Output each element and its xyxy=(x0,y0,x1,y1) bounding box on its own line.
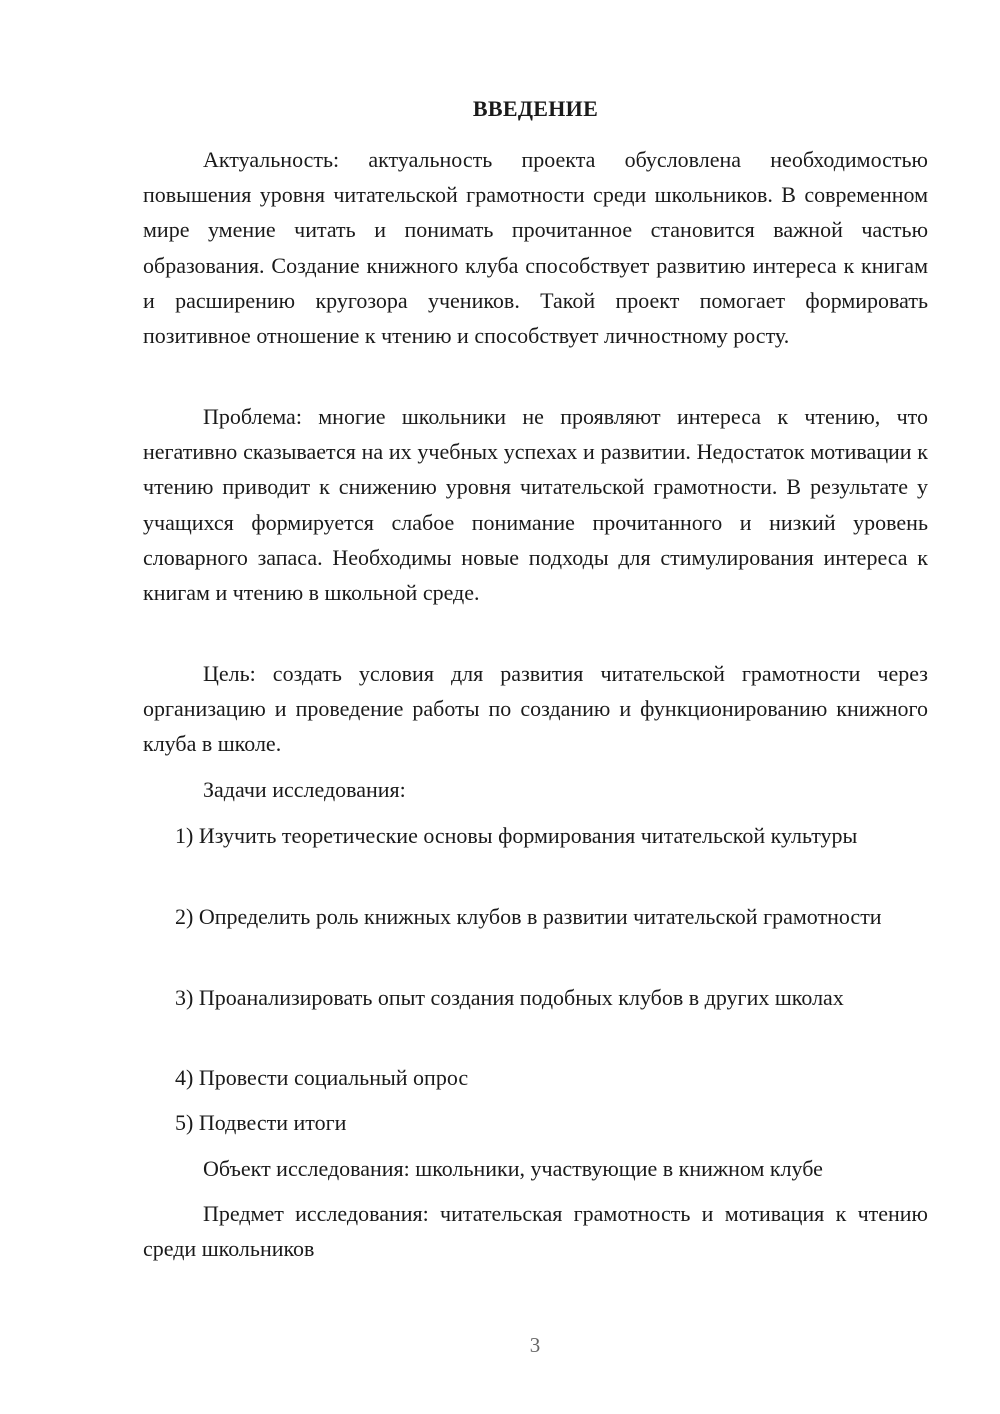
task-item: 3) Проанализировать опыт создания подобных клубов в других школах xyxy=(175,985,844,1010)
goal-paragraph: Цель: создать условия для развития читательской грамотности через организацию и проведение работы по созданию и функционированию книжного клуба в школе. xyxy=(143,661,928,757)
task-item: 4) Провести социальный опрос xyxy=(175,1065,469,1090)
actuality-paragraph: Актуальность: актуальность проекта обусловлена необходимостью повышения уровня читательской грамотности среди школьников. В современном мире умение читать и понимать прочитанное становится важной частью образования. Создание книжного клуба способствует развитию интереса к книгам и расширению кругозора учеников. Такой проект помогает формировать позитивное отношение к чтению и способствует личностному росту. xyxy=(143,147,928,349)
subject-paragraph: Предмет исследования: читательская грамотность и мотивация к чтению среди школьников xyxy=(143,1201,928,1262)
page-number: 3 xyxy=(529,1333,541,1357)
page-title: ВВЕДЕНИЕ xyxy=(472,96,599,121)
tasks-heading: Задачи исследования: xyxy=(203,777,406,802)
object-paragraph: Объект исследования: школьники, участвующие в книжном клубе xyxy=(203,1156,823,1181)
problem-paragraph: Проблема: многие школьники не проявляют интереса к чтению, что негативно сказывается на их учебных успехах и развитии. Недостаток мотивации к чтению приводит к снижению уровня читательской грамотности. В результате у учащихся формируется слабое понимание прочитанного и низкий уровень словарного запаса. Необходимы новые подходы для стимулирования интереса к книгам и чтению в школьной среде. xyxy=(143,404,928,606)
task-item: 2) Определить роль книжных клубов в развитии читательской грамотности xyxy=(175,904,882,929)
task-item: 5) Подвести итоги xyxy=(175,1110,347,1135)
task-item: 1) Изучить теоретические основы формирования читательской культуры xyxy=(175,823,858,848)
